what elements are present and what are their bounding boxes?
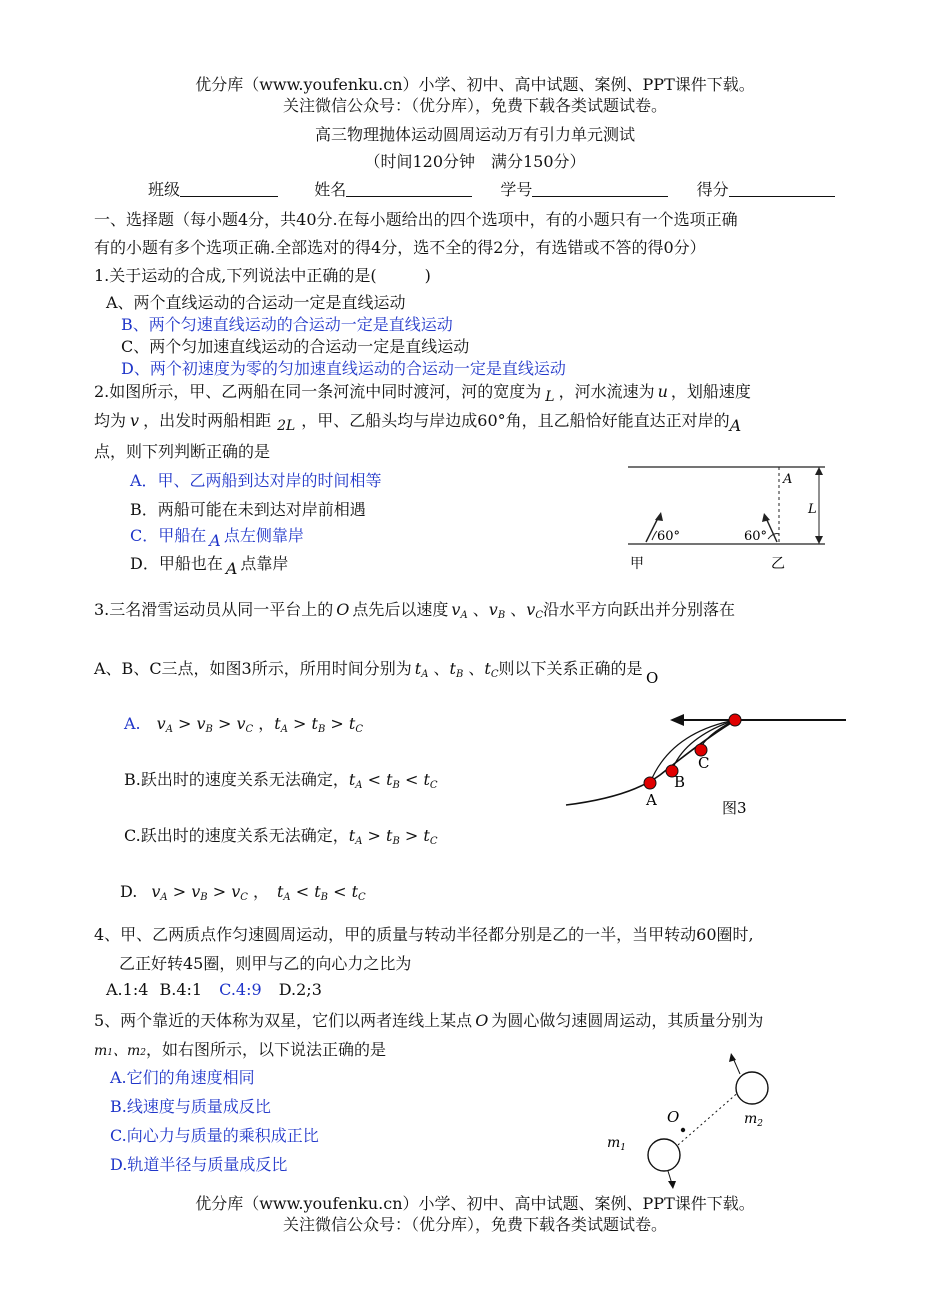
connecting-line xyxy=(678,1090,741,1145)
q1-stem: 1.关于运动的合成,下列说法中正确的是( ) xyxy=(94,266,431,285)
label-O: O xyxy=(667,1108,680,1126)
q3-option-d: D. $v_A > v_B > v_C$ ， $t_A < t_B < t_C$ xyxy=(120,882,366,903)
symbol-A: A xyxy=(729,416,742,435)
label-m2: $m_2$ xyxy=(744,1111,764,1129)
section-instructions-2: 有的小题有多个选项正确.全部选对的得4分，选不全的得2分，有选错或不答的得0分） xyxy=(94,238,706,257)
class-blank[interactable] xyxy=(180,180,278,197)
q3-option-a: A. $v_A > v_B > v_C$ ，$t_A > t_B > t_C$ xyxy=(124,714,363,735)
q3-option-b: B.跃出时的速度关系无法确定，$t_A < t_B < t_C$ xyxy=(124,770,438,791)
label-C: C xyxy=(698,754,710,772)
binary-star-diagram xyxy=(600,1050,790,1190)
exam-title: 高三物理抛体运动圆周运动万有引力单元测试 xyxy=(314,125,635,144)
q5-option-a: A.它们的角速度相同 xyxy=(110,1068,255,1087)
yi-velocity-arrow xyxy=(766,518,777,542)
symbol-L: L xyxy=(545,389,555,405)
q5-option-d: D.轨道半径与质量成反比 xyxy=(110,1155,288,1174)
q3-option-c: C.跃出时的速度关系无法确定，$t_A > t_B > t_C$ xyxy=(124,826,438,847)
class-label: 班级 xyxy=(148,180,181,199)
q2-option-c: C．甲船在 A 点左侧靠岸 xyxy=(130,526,304,550)
q2-option-d: D．甲船也在 A 点靠岸 xyxy=(130,554,289,578)
section-instructions-1: 一、选择题（每小题4分，共40分.在每小题给出的四个选项中，有的小题只有一个选项正确 xyxy=(94,210,738,229)
arrow-left-icon xyxy=(670,714,684,726)
label-A: A xyxy=(646,791,657,809)
q2-stem-line-3: 点，则下列判断正确的是 xyxy=(94,442,271,461)
label-angle-jia: 60° xyxy=(657,529,681,544)
q4-option-a: A.1:4 xyxy=(106,980,149,999)
landing-point-a xyxy=(644,777,656,789)
star-m2 xyxy=(736,1072,768,1104)
name-label: 姓名 xyxy=(314,180,347,199)
q5-stem-line-1: 5、两个靠近的天体称为双星，它们以两者连线上某点 O 为圆心做匀速圆周运动，其质量分别为 xyxy=(94,1011,764,1030)
q3-stem-line-1: 3.三名滑雪运动员从同一平台上的 O 点先后以速度 $v_A$ 、$v_B$ 、$v_C$沿水平方向跃出并分别落在 xyxy=(94,600,736,621)
footer-line-1: 优分库（www.youfenku.cn）小学、初中、高中试题、案例、PPT课件下载。 xyxy=(195,1194,755,1213)
river-diagram xyxy=(628,458,838,578)
ski-jump-diagram xyxy=(560,665,860,825)
q2-stem-line-1: 2.如图所示，甲、乙两船在同一条河流中同时渡河，河的宽度为 L ，河水流速为 u ，划船速度 xyxy=(94,382,751,405)
q4-options xyxy=(106,980,322,999)
q2-option-b: B．两船可能在未到达对岸前相遇 xyxy=(130,500,366,519)
arrowhead-icon xyxy=(762,513,770,522)
score-blank[interactable] xyxy=(729,180,835,197)
q4-option-c: C.4:9 xyxy=(219,980,262,999)
q1-option-d: D、两个初速度为零的匀加速直线运动的合运动一定是直线运动 xyxy=(121,359,566,378)
label-O: O xyxy=(646,669,659,687)
label-m1: $m_1$ xyxy=(607,1135,627,1153)
q4-stem-line-1: 4、甲、乙两质点作匀速圆周运动，甲的质量与转动半径都分别是乙的一半，当甲转动60圈时, xyxy=(94,925,754,944)
skier-at-o xyxy=(729,714,741,726)
q2-option-a: A．甲、乙两船到达对岸的时间相等 xyxy=(130,471,382,490)
header-line-1: 优分库（www.youfenku.cn）小学、初中、高中试题、案例、PPT课件下载。 xyxy=(195,75,755,94)
q3-stem-line-2: A、B、C三点，如图3所示，所用时间分别为 $t_A$ 、$t_B$ 、$t_C$则以下关系正确的是 xyxy=(94,659,643,680)
footer-line-2: 关注微信公众号：（优分库），免费下载各类试题试卷。 xyxy=(282,1215,667,1234)
label-B: B xyxy=(674,773,686,791)
exam-subtitle: （时间120分钟 满分150分） xyxy=(364,152,586,171)
id-label: 学号 xyxy=(500,180,533,199)
label-jia: 甲 xyxy=(630,556,644,572)
q5-stem-line-2: m1、m2，如右图所示，以下说法正确的是 xyxy=(94,1040,387,1059)
arrow-down-icon xyxy=(815,536,823,544)
label-A: A xyxy=(783,472,793,487)
label-angle-yi: 60° xyxy=(744,529,768,544)
q4-option-b: B.4:1 xyxy=(159,980,203,999)
arrowhead-icon xyxy=(655,512,663,521)
label-L: L xyxy=(808,502,817,517)
q1-option-a: A、两个直线运动的合运动一定是直线运动 xyxy=(106,293,406,312)
star-m1 xyxy=(648,1139,680,1171)
arrowhead-icon xyxy=(668,1181,676,1189)
q4-stem-line-2: 乙正好转45圈，则甲与乙的向心力之比为 xyxy=(119,954,412,973)
score-label: 得分 xyxy=(696,180,729,199)
q5-option-b: B.线速度与质量成反比 xyxy=(110,1097,271,1116)
name-blank[interactable] xyxy=(346,180,472,197)
q5-option-c: C.向心力与质量的乘积成正比 xyxy=(110,1126,319,1145)
arrow-up-icon xyxy=(815,467,823,475)
form-row xyxy=(148,177,835,200)
q4-option-d: D.2;3 xyxy=(278,980,322,999)
q1-option-c: C、两个匀加速直线运动的合运动一定是直线运动 xyxy=(121,337,470,356)
q1-option-b: B、两个匀速直线运动的合运动一定是直线运动 xyxy=(121,315,453,334)
center-point-o xyxy=(681,1128,685,1132)
label-yi: 乙 xyxy=(771,556,785,572)
header-line-2: 关注微信公众号：（优分库），免费下载各类试题试卷。 xyxy=(282,96,667,115)
arrowhead-icon xyxy=(729,1053,736,1062)
id-blank[interactable] xyxy=(532,180,668,197)
figure-caption: 图3 xyxy=(722,799,747,817)
q2-stem-line-2: 均为 v ，出发时两船相距 2L ，甲、乙船头均与岸边成60°角，且乙船恰好能直达正对岸的A xyxy=(94,411,742,435)
